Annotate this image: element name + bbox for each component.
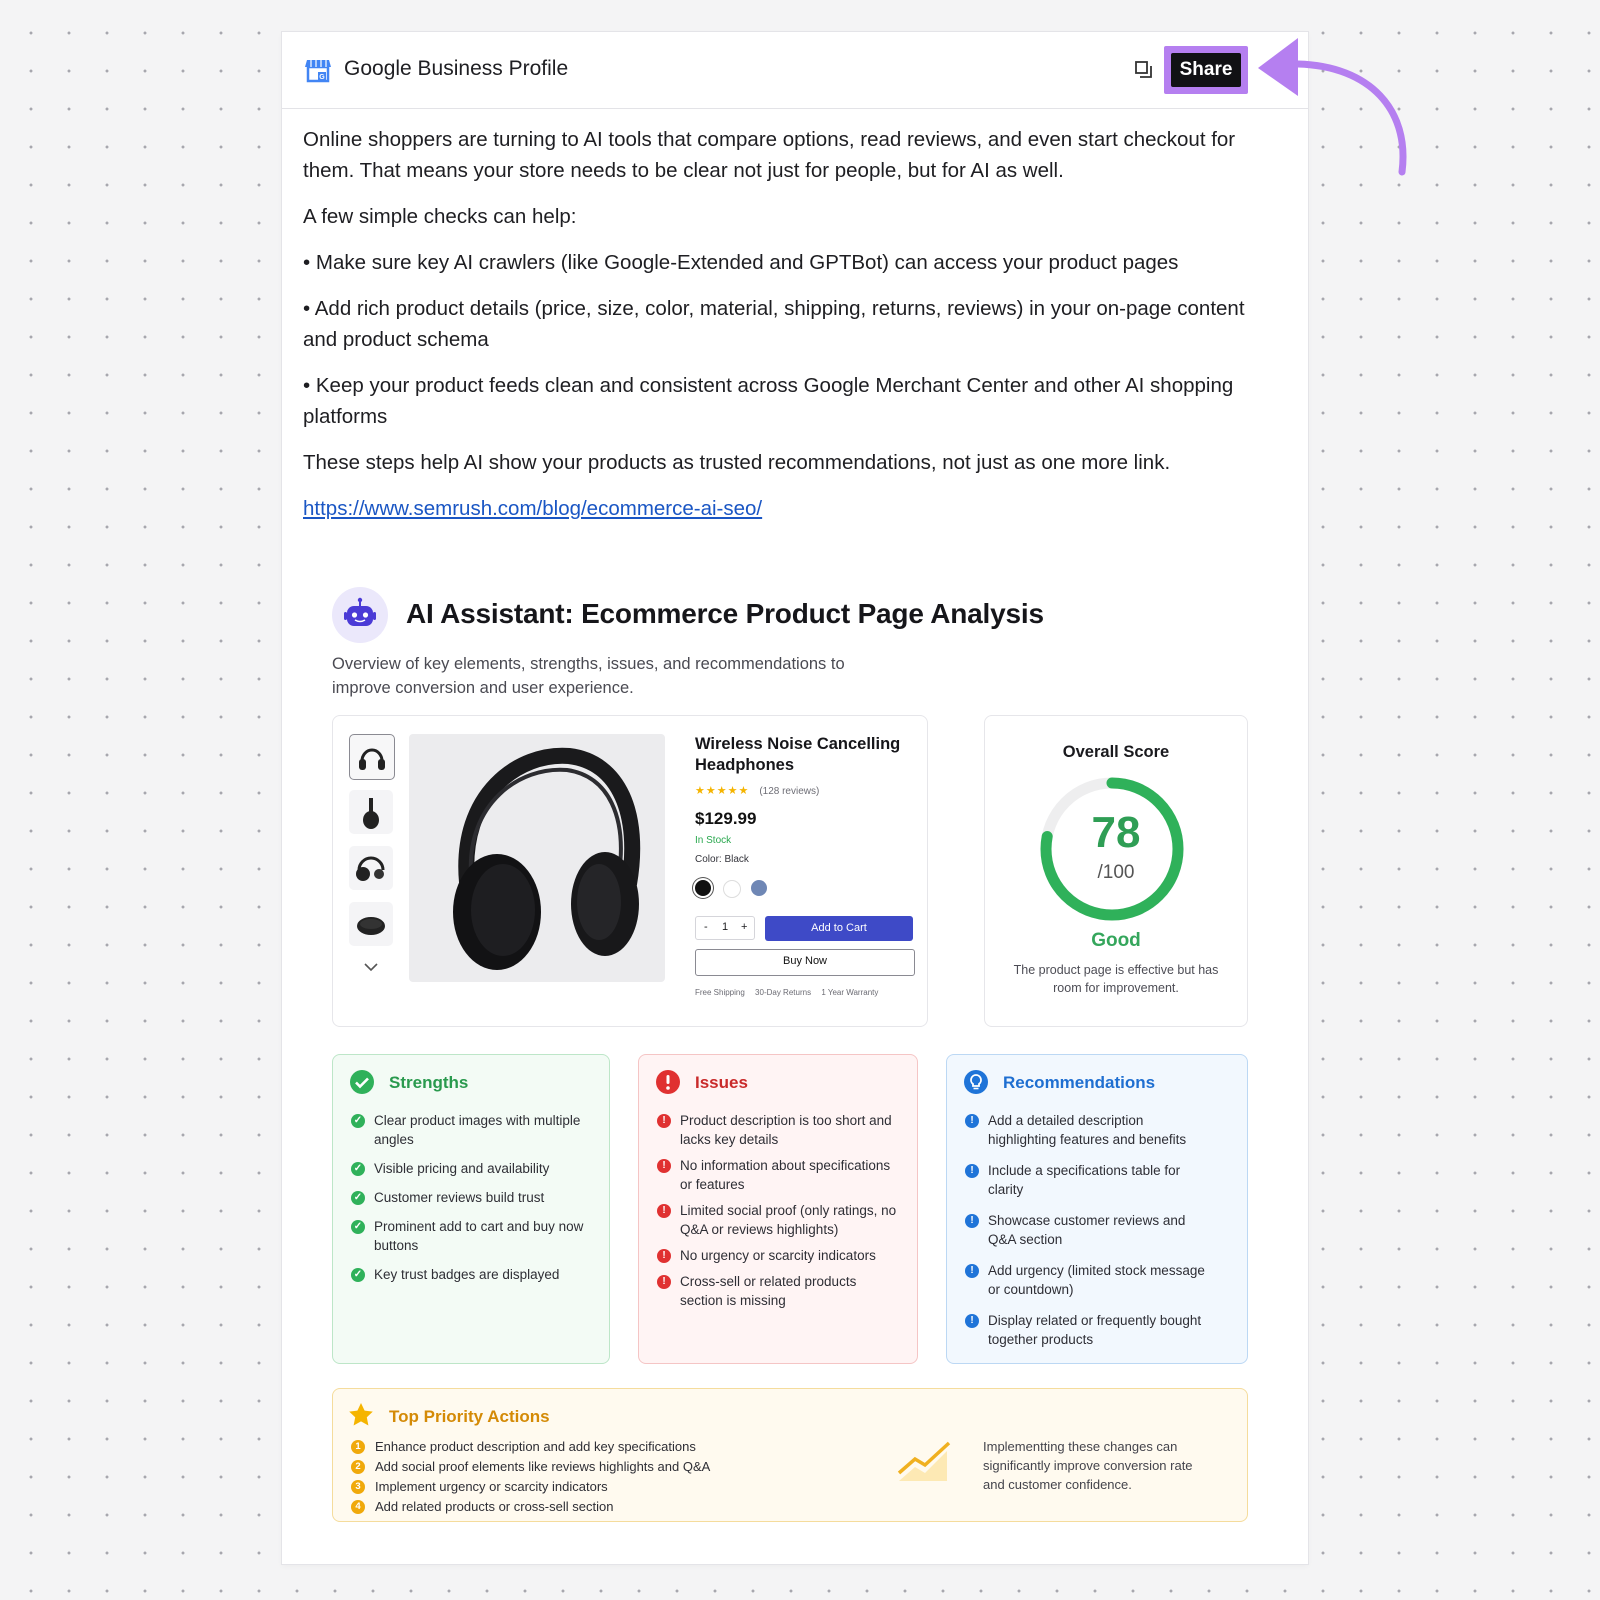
score-description: The product page is effective but has room for improvement. [1013, 963, 1219, 995]
list-item: ✓ Clear product images with multiple angles [351, 1111, 591, 1149]
list-item: 3 Implement urgency or scarcity indicators [351, 1477, 811, 1497]
check-icon: ✓ [351, 1162, 365, 1176]
alert-bullet-icon: ! [657, 1204, 671, 1218]
issues-title: Issues [695, 1073, 748, 1092]
star-icon [347, 1401, 375, 1429]
infographic-title: AI Assistant: Ecommerce Product Page Analysis [406, 598, 1044, 629]
score-max: /100 [1097, 862, 1135, 883]
priority-note: Implementting these changes can significantly improve conversion rate and customer confidence. [983, 1439, 1193, 1492]
qty-value: 1 [722, 921, 729, 933]
post-bullet: • Make sure key AI crawlers (like Google-Extended and GPTBot) can access your product pages [303, 251, 1179, 274]
robot-icon [332, 587, 388, 643]
curved-arrow-icon [1250, 30, 1420, 190]
product-thumbnail [349, 846, 393, 890]
check-icon: ✓ [351, 1191, 365, 1205]
qty-minus: - [704, 921, 708, 933]
review-count: (128 reviews) [759, 786, 820, 797]
list-item: ! Add urgency (limited stock message or countdown) [965, 1261, 1205, 1299]
list-item: 2 Add social proof elements like reviews highlights and Q&A [351, 1457, 811, 1477]
infographic-subtitle: Overview of key elements, strengths, issues, and recommendations to improve conversion and user experience. [332, 655, 845, 697]
color-label: Color: Black [695, 854, 749, 865]
score-card [984, 715, 1248, 1027]
list-item: ✓ Visible pricing and availability [351, 1159, 591, 1178]
app-title: Google Business Profile [344, 57, 569, 80]
post-card [282, 32, 1308, 1564]
warranty-badge: 1 Year Warranty [821, 988, 879, 997]
list-item: 4 Add related products or cross-sell section [351, 1497, 811, 1517]
product-thumbnail [349, 902, 393, 946]
score-label: Good [1091, 930, 1141, 951]
check-icon: ✓ [351, 1220, 365, 1234]
info-icon: ! [965, 1164, 979, 1178]
alert-icon [655, 1069, 681, 1095]
infographic-image [320, 572, 1258, 1542]
buy-now-button: Buy Now [695, 949, 915, 976]
product-price: $129.99 [695, 809, 757, 828]
list-item: ! No urgency or scarcity indicators [657, 1246, 897, 1265]
product-name: Wireless Noise Cancelling Headphones [695, 735, 901, 774]
share-button[interactable]: Share [1171, 53, 1241, 87]
post-bullet: • Add rich product details (price, size, color, material, shipping, returns, reviews) in your on-page content and product schema [303, 297, 1245, 351]
step-number: 4 [351, 1500, 365, 1514]
quantity-stepper [695, 916, 755, 940]
product-rating [695, 784, 919, 797]
post-paragraph: Online shoppers are turning to AI tools that compare options, read reviews, and even start checkout for them. That means your store needs to be clear not just for people, but for AI as well. [303, 128, 1236, 182]
alert-bullet-icon: ! [657, 1275, 671, 1289]
chevron-down-icon [363, 962, 379, 972]
list-item: ! No information about specifications or features [657, 1156, 897, 1194]
info-icon: ! [965, 1114, 979, 1128]
recommendations-list [965, 1111, 1205, 1349]
list-item: ✓ Customer reviews build trust [351, 1188, 591, 1207]
store-icon [304, 56, 332, 84]
alert-bullet-icon: ! [657, 1114, 671, 1128]
trend-up-icon [895, 1437, 955, 1485]
strengths-title: Strengths [389, 1073, 469, 1092]
step-number: 3 [351, 1480, 365, 1494]
step-number: 2 [351, 1460, 365, 1474]
alert-bullet-icon: ! [657, 1159, 671, 1173]
list-item: ✓ Prominent add to cart and buy now buttons [351, 1217, 591, 1255]
recommendations-title: Recommendations [1003, 1073, 1156, 1092]
score-title: Overall Score [1062, 743, 1170, 761]
list-item: ! Add a detailed description highlighting features and benefits [965, 1111, 1205, 1149]
list-item: ! Cross-sell or related products section is missing [657, 1272, 897, 1310]
check-circle-icon [349, 1069, 375, 1095]
info-icon: ! [965, 1264, 979, 1278]
priority-list [351, 1437, 811, 1517]
returns-badge: 30-Day Returns [755, 988, 812, 997]
stock-status: In Stock [695, 835, 732, 846]
swatch-black [695, 880, 711, 896]
add-to-cart-button: Add to Cart [765, 916, 913, 941]
info-icon: ! [965, 1314, 979, 1328]
post-paragraph: These steps help AI show your products as trusted recommendations, not just as one more link. [303, 451, 1171, 474]
priority-panel [332, 1388, 1248, 1522]
product-preview [332, 715, 928, 1027]
product-image [409, 734, 665, 982]
list-item: 1 Enhance product description and add key specifications [351, 1437, 811, 1457]
card-header [282, 32, 1308, 109]
lightbulb-icon [963, 1069, 989, 1095]
alert-bullet-icon: ! [657, 1249, 671, 1263]
recommendations-panel [946, 1054, 1248, 1364]
issues-list [657, 1111, 897, 1310]
list-item: ! Include a specifications table for clarity [965, 1161, 1205, 1199]
rating-stars: ★★★★★ [695, 785, 750, 797]
product-thumbnail [349, 734, 395, 780]
priority-title: Top Priority Actions [389, 1407, 550, 1426]
check-icon: ✓ [351, 1268, 365, 1282]
score-value: 78 [1091, 808, 1141, 857]
step-number: 1 [351, 1440, 365, 1454]
qty-plus: + [741, 921, 748, 933]
svg-text:G: G [319, 74, 325, 81]
info-icon: ! [965, 1214, 979, 1228]
trust-badges [695, 988, 925, 997]
strengths-panel [332, 1054, 610, 1364]
list-item: ✓ Key trust badges are displayed [351, 1265, 591, 1284]
check-icon: ✓ [351, 1114, 365, 1128]
post-body [303, 124, 1278, 539]
product-thumbnail [349, 790, 393, 834]
copy-icon[interactable] [1134, 60, 1154, 80]
issues-panel [638, 1054, 918, 1364]
strengths-list [351, 1111, 591, 1284]
list-item: ! Limited social proof (only ratings, no Q&A or reviews highlights) [657, 1201, 897, 1239]
list-item: ! Product description is too short and lacks key details [657, 1111, 897, 1149]
shipping-badge: Free Shipping [695, 988, 745, 997]
list-item: ! Showcase customer reviews and Q&A section [965, 1211, 1205, 1249]
post-link[interactable]: https://www.semrush.com/blog/ecommerce-ai-seo/ [303, 497, 763, 520]
list-item: ! Display related or frequently bought together products [965, 1311, 1205, 1349]
swatch-blue [751, 880, 767, 896]
post-bullet: • Keep your product feeds clean and consistent across Google Merchant Center and other AI shopping platforms [303, 374, 1234, 428]
product-info [695, 734, 919, 997]
swatch-white [723, 880, 741, 898]
post-paragraph: A few simple checks can help: [303, 205, 577, 228]
